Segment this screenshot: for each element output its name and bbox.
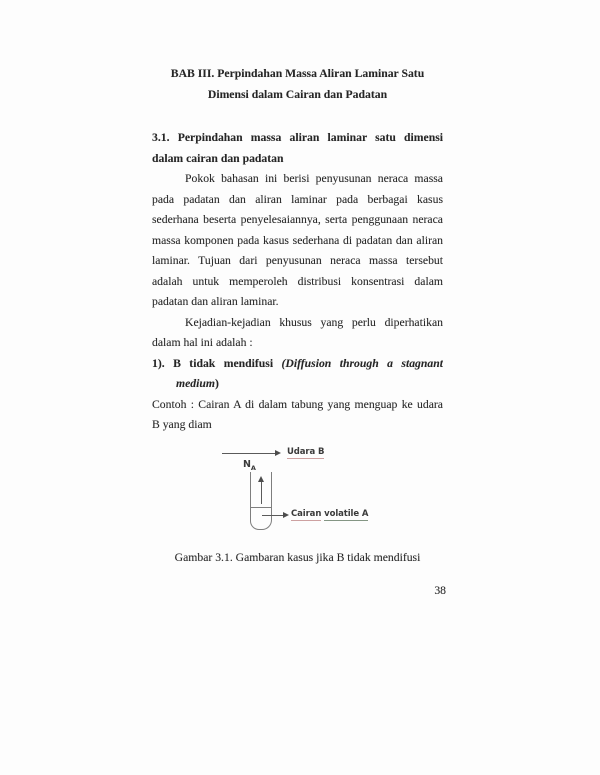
paragraph-1-line: adalah untuk memperoleh distribusi konsentrasi dalam bbox=[152, 274, 443, 288]
flux-subscript: A bbox=[250, 463, 256, 472]
chapter-title-line2: Dimensi dalam Cairan dan Padatan bbox=[207, 87, 388, 101]
section-heading bbox=[152, 128, 443, 169]
liquid-pointer-arrow-icon bbox=[283, 512, 289, 518]
flux-label bbox=[243, 459, 256, 472]
list-item-1-italic: (Diffusion through a stagnant bbox=[281, 356, 443, 370]
list-item-1-line1 bbox=[152, 354, 443, 375]
paragraph-1-line: Pokok bahasan ini berisi penyusunan neraca massa bbox=[185, 172, 443, 185]
section-heading-line2: dalam cairan dan padatan bbox=[152, 151, 284, 165]
text-column bbox=[152, 64, 443, 436]
section-heading-line1: 3.1. Perpindahan massa aliran laminar satu dimensi bbox=[152, 131, 443, 144]
list-item-1-lead: 1). B tidak mendifusi bbox=[152, 356, 282, 370]
air-label: Udara B bbox=[287, 447, 325, 457]
paragraph-1-line: padatan dan aliran laminar. bbox=[152, 295, 279, 308]
paragraph-1-line: laminar. Tujuan dari penyusunan neraca massa tersebut bbox=[152, 254, 443, 267]
paragraph-2-line: dalam hal ini adalah : bbox=[152, 336, 253, 349]
paragraph-1-line: massa komponen pada kasus sederhana di padatan dan aliran bbox=[152, 233, 443, 247]
liquid-pointer-line bbox=[262, 515, 283, 516]
example-line: Contoh : Cairan A di dalam tabung yang menguap ke udara bbox=[152, 397, 443, 411]
example-line: B yang diam bbox=[152, 418, 212, 431]
example-text bbox=[152, 395, 443, 436]
list-item-1-italic-end: medium bbox=[176, 377, 215, 390]
liquid-label-word2: volatile A bbox=[324, 508, 369, 519]
list-item-1-paren: ) bbox=[214, 377, 219, 390]
liquid-label bbox=[291, 509, 368, 519]
chapter-title bbox=[152, 64, 443, 105]
chapter-title-line1: BAB III. Perpindahan Massa Aliran Laminar Satu bbox=[170, 67, 425, 80]
list-item-1 bbox=[152, 354, 443, 395]
paragraph-2-line: Kejadian-kejadian khusus yang perlu diperhatikan bbox=[185, 315, 443, 329]
figure-caption: Gambar 3.1. Gambaran kasus jika B tidak mendifusi bbox=[174, 551, 421, 564]
paragraph-1-line: pada padatan dan aliran laminar pada berbagai kasus bbox=[152, 192, 443, 206]
page-number: 38 bbox=[434, 584, 446, 597]
air-pointer-line bbox=[222, 453, 276, 454]
list-item-1-line2 bbox=[152, 374, 443, 395]
liquid-label-word1: Cairan bbox=[291, 508, 322, 519]
paragraph-1 bbox=[152, 169, 443, 313]
paragraph-2 bbox=[152, 313, 443, 354]
flux-arrow-head-icon bbox=[258, 476, 264, 482]
paragraph-1-line: sederhana beserta penyelesaiannya, serta penggunaan neraca bbox=[152, 213, 443, 226]
flux-symbol: N bbox=[243, 459, 251, 470]
flux-arrow-line bbox=[261, 481, 262, 504]
liquid-surface-line bbox=[251, 507, 271, 508]
air-pointer-arrow-icon bbox=[275, 450, 281, 456]
